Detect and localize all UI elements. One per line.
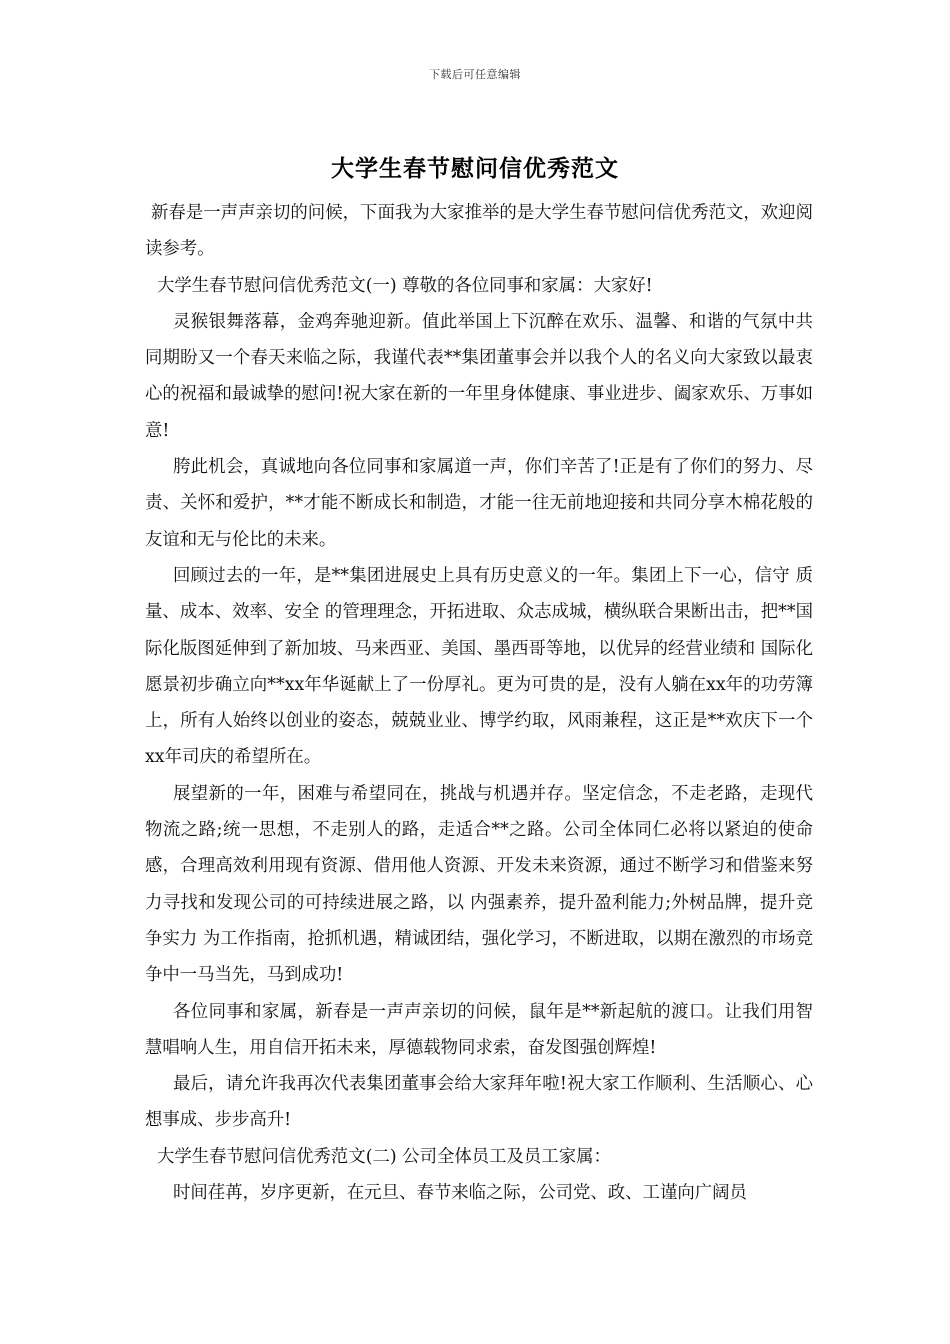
body-paragraph: 灵猴银舞落幕，金鸡奔驰迎新。值此举国上下沉醉在欢乐、温馨、和谐的气氛中共同期盼又一个春天来临之际，我谨代表**集团董事会并以我个人的名义向大家致以最衷心的祝福和最诚挚的慰问!祝大家在新的一年里身体健康、事业进步、阖家欢乐、万事如意! bbox=[145, 311, 813, 441]
body-paragraph: 时间荏苒，岁序更新，在元旦、春节来临之际，公司党、政、工谨向广阔员 bbox=[173, 1183, 747, 1204]
body-paragraph: 最后，请允许我再次代表集团董事会给大家拜年啦!祝大家工作顺利、生活顺心、心想事成、步步高升! bbox=[145, 1074, 813, 1131]
header-note: 下载后可任意编辑 bbox=[429, 68, 521, 81]
document-body bbox=[145, 195, 813, 1211]
document-title: 大学生春节慰问信优秀范文 bbox=[331, 155, 619, 182]
body-paragraph: 各位同事和家属，新春是一声声亲切的问候，鼠年是**新起航的渡口。让我们用智慧唱响人生，用自信开拓未来，厚德载物同求索，奋发图强创辉煌! bbox=[145, 1001, 813, 1058]
body-paragraph: 回顾过去的一年，是**集团进展史上具有历史意义的一年。集团上下一心，信守 质量、成本、效率、安全 的管理理念，开拓进取、众志成城，横纵联合果断出击，把**国际化版图延伸到了新加坡、马来西亚、美国、墨西哥等地，以优异的经营业绩和 国际化 愿景初步确立向**xx年华诞献上了一份厚礼。更为可贵的是，没有人躺在xx年的功劳簿上，所有人始终以创业的姿态，兢兢业业、博学约取，风雨兼程，这正是**欢庆下一个xx年司庆的希望所在。 bbox=[145, 565, 813, 768]
section-heading-1: 大学生春节慰问信优秀范文(一) 尊敬的各位同事和家属：大家好! bbox=[157, 275, 653, 296]
intro-paragraph: 新春是一声声亲切的问候，下面我为大家推举的是大学生春节慰问信优秀范文，欢迎阅读参考。 bbox=[145, 203, 813, 260]
body-paragraph: 展望新的一年，困难与希望同在，挑战与机遇并存。坚定信念，不走老路，走现代物流之路;统一思想，不走别人的路，走适合**之路。公司全体同仁必将以紧迫的使命感，合理高效利用现有资源、借用他人资源、开发未来资源，通过不断学习和借鉴来努力寻找和发现公司的可持续进展之路，以 内强素养，提升盈利能力;外树品牌，提升竞争实力 为工作指南，抢抓机遇，精诚团结，强化学习，不断进取，以期在激烈的市场竞争中一马当先，马到成功! bbox=[145, 783, 813, 986]
section-heading-2: 大学生春节慰问信优秀范文(二) 公司全体员工及员工家属： bbox=[157, 1146, 611, 1167]
body-paragraph: 胯此机会，真诚地向各位同事和家属道一声，你们辛苦了!正是有了你们的努力、尽责、关怀和爱护，**才能不断成长和制造，才能一往无前地迎接和共同分享木棉花般的友谊和无与伦比的未来。 bbox=[145, 457, 813, 550]
